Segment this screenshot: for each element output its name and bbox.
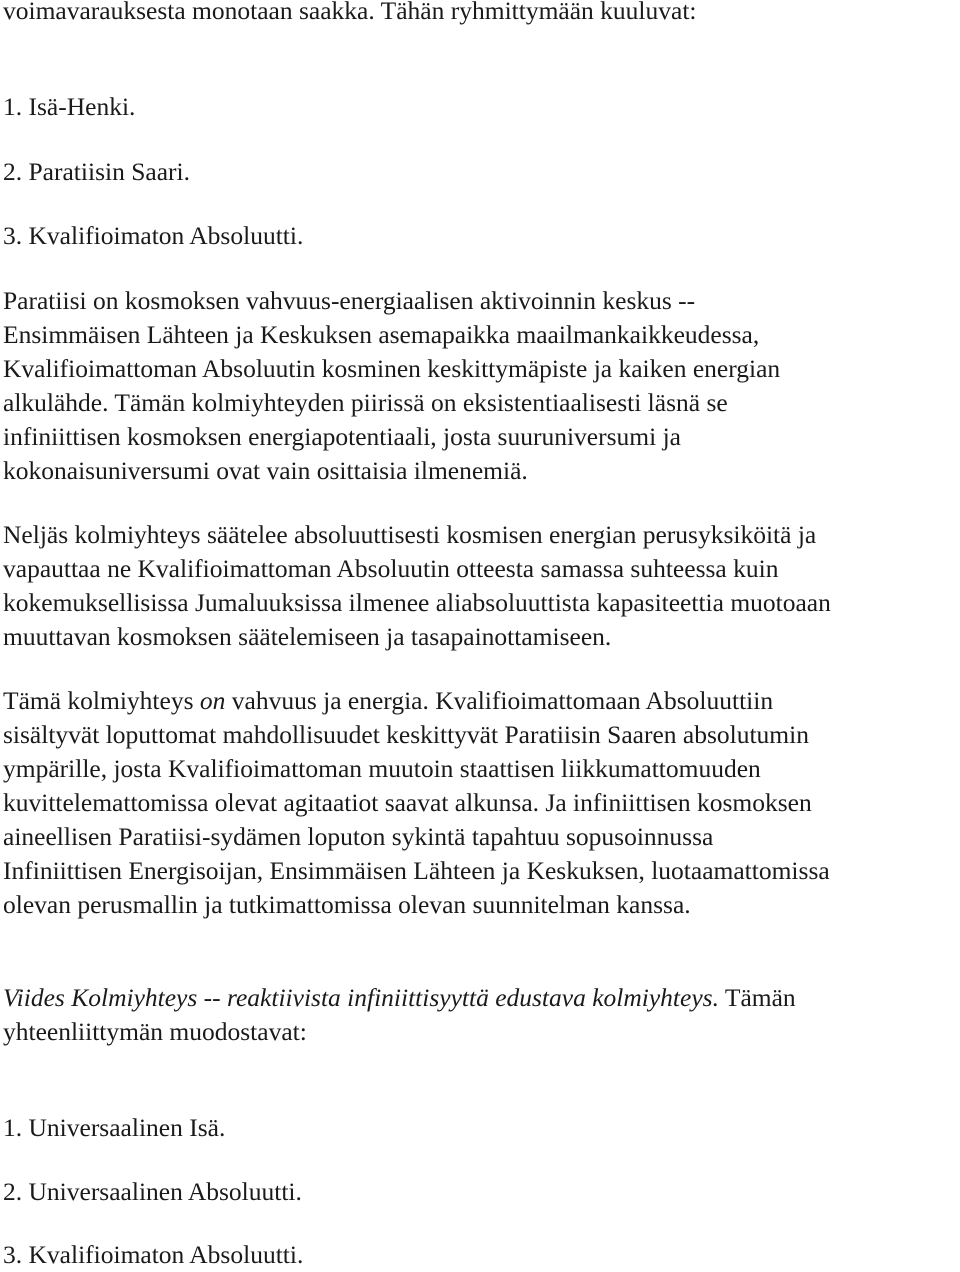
paragraph-line: sisältyvät loputtomat mahdollisuudet keskittyvät Paratiisin Saaren absolutumin [3,720,809,749]
paragraph-line: ympärille, josta Kvalifioimattoman muutoin staattisen liikkumattomuuden [3,754,761,783]
list2-item-2: 2. Universaalinen Absoluutti. [3,1177,302,1206]
paragraph-line: kokemuksellisissa Jumaluuksissa ilmenee aliabsoluuttista kapasiteettia muotoaan [3,588,831,617]
paragraph-line: Neljäs kolmiyhteys säätelee absoluuttisesti kosmisen energian perusyksiköitä ja [3,520,817,549]
paragraph-line: Infiniittisen Energisoijan, Ensimmäisen Lähteen ja Keskuksen, luotaamattomissa [3,856,830,885]
paragraph-line: alkulähde. Tämän kolmiyhteyden piirissä on eksistentiaalisesti läsnä se [3,388,728,417]
paragraph-2 [3,518,958,654]
paragraph-line: aineellisen Paratiisi-sydämen loputon sykintä tapahtuu sopusoinnussa [3,822,714,851]
paragraph-line: kokonaisuniversumi ovat vain osittaisia ilmenemiä. [3,456,528,485]
intro-line: voimavarauksesta monotaan saakka. Tähän ryhmittymään kuuluvat: [3,0,697,25]
emphasis-text: on [199,686,226,715]
paragraph-line: vapauttaa ne Kvalifioimattoman Absoluutin otteesta samassa suhteessa kuin [3,554,779,583]
paragraph-line [3,684,958,718]
paragraph-line: yhteenliittymän muodostavat: [3,1017,307,1046]
paragraph-3 [3,684,958,922]
paragraph-line: infiniittisen kosmoksen energiapotentiaali, josta suuruniversumi ja [3,422,681,451]
paragraph-line: Kvalifioimattoman Absoluutin kosminen keskittymäpiste ja kaiken energian [3,354,781,383]
list1-item-1: 1. Isä-Henki. [3,92,136,121]
list2-item-1: 1. Universaalinen Isä. [3,1113,226,1142]
list1-item-3: 3. Kvalifioimaton Absoluutti. [3,221,304,250]
paragraph-line [3,981,958,1015]
paragraph-text: Tämän [718,983,796,1012]
paragraph-1 [3,284,958,488]
paragraph-text: Tämä kolmiyhteys [3,686,200,715]
paragraph-line: Ensimmäisen Lähteen ja Keskuksen asemapaikka maailmankaikkeudessa, [3,320,760,349]
paragraph-text: vahvuus ja energia. Kvalifioimattomaan Absoluuttiin [225,686,774,715]
paragraph-line: Paratiisi on kosmoksen vahvuus-energiaalisen aktivoinnin keskus -- [3,286,696,315]
paragraph-line: kuvittelemattomissa olevat agitaatiot saavat alkunsa. Ja infiniittisen kosmoksen [3,788,812,817]
paragraph-4 [3,981,958,1049]
paragraph-line: muuttavan kosmoksen säätelemiseen ja tasapainottamiseen. [3,622,612,651]
list1-item-2: 2. Paratiisin Saari. [3,157,190,186]
list2-item-3: 3. Kvalifioimaton Absoluutti. [3,1240,304,1269]
paragraph-line: olevan perusmallin ja tutkimattomissa olevan suunnitelman kanssa. [3,890,691,919]
emphasis-text: Viides Kolmiyhteys -- reaktiivista infiniittisyyttä edustava kolmiyhteys. [3,983,719,1012]
